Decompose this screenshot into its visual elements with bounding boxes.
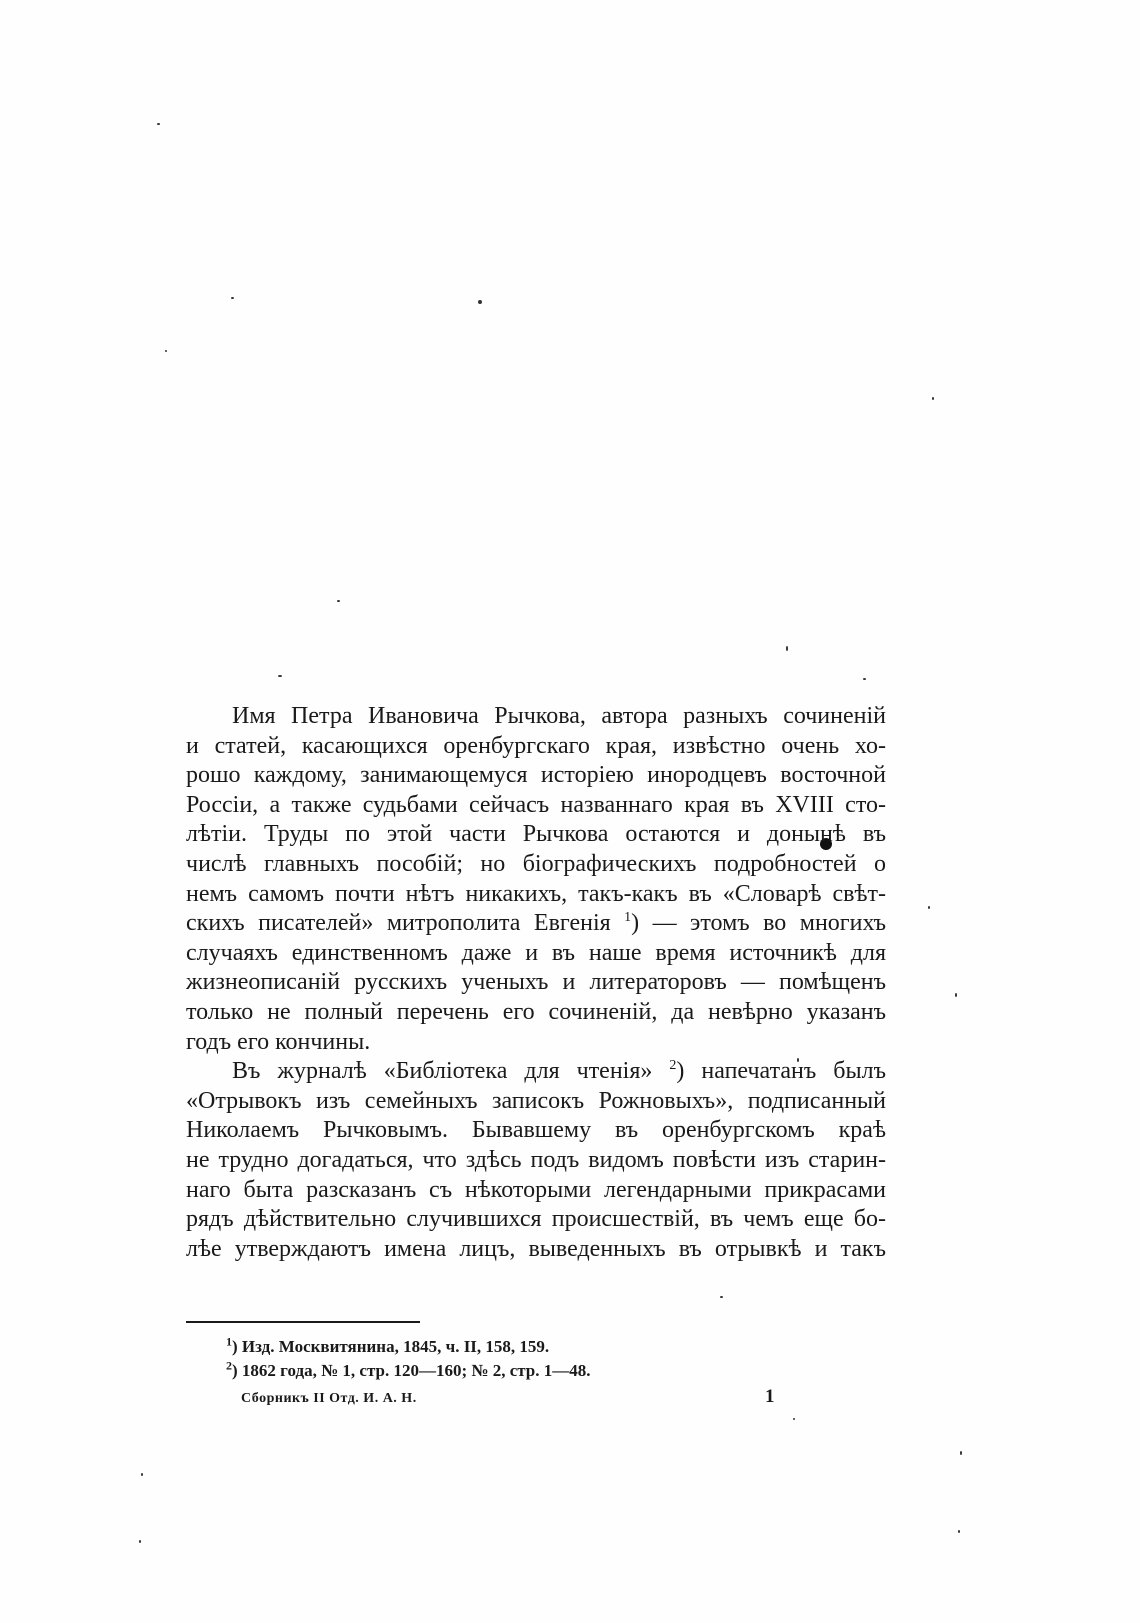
- footnote-ref-1[interactable]: 1: [624, 910, 632, 926]
- text-line: Россіи, а также судьбами сейчасъ названнаго края въ XVIII сто-: [186, 791, 886, 818]
- footnote-ref-2[interactable]: 2: [669, 1058, 677, 1074]
- text-line: жизнеописаній русскихъ ученыхъ и литераторовъ — помѣщенъ: [186, 969, 886, 996]
- footnote-mark: 2: [226, 1358, 232, 1373]
- body-text: [186, 702, 886, 1264]
- text-line: [186, 1057, 886, 1087]
- page-number: 1: [765, 1386, 775, 1407]
- text-line: числѣ главныхъ пособій; но біографическихъ подробностей о: [186, 850, 886, 877]
- footnote-rule: [186, 1321, 420, 1323]
- scan-speck: [165, 350, 167, 352]
- text-line: Имя Петра Ивановича Рычкова, автора разныхъ сочиненій: [232, 703, 886, 729]
- scan-speck: [955, 993, 957, 997]
- signature-mark: Сборникъ II Отд. И. А. Н.: [241, 1391, 417, 1406]
- text-line: «Отрывокъ изъ семейныхъ записокъ Рожновыхъ», подписанный: [186, 1087, 886, 1114]
- scan-speck: [231, 297, 234, 299]
- footnotes: [226, 1335, 591, 1383]
- text-line: только не полный перечень его сочиненій, да невѣрно указанъ: [186, 998, 886, 1025]
- text-line: годъ его кончины.: [186, 1028, 371, 1055]
- footnote-1: [226, 1335, 591, 1359]
- scan-speck: [478, 300, 482, 304]
- scan-speck: [793, 1418, 795, 1420]
- scan-speck: [932, 397, 934, 400]
- scan-speck: [337, 600, 340, 602]
- footnote-2: [226, 1359, 591, 1383]
- scan-speck: [958, 1530, 960, 1533]
- text-line: Николаемъ Рычковымъ. Бывавшему въ оренбургскомъ краѣ: [186, 1117, 886, 1144]
- text-line: рошо каждому, занимающемуся исторіею инородцевъ восточной: [186, 762, 886, 789]
- scan-speck: [278, 675, 282, 677]
- text-line: лѣтіи. Труды по этой части Рычкова остаются и донынѣ въ: [186, 821, 886, 848]
- footnote-text: ) 1862 года, № 1, стр. 120—160; № 2, стр. 1—48.: [232, 1361, 591, 1380]
- text-line: лѣе утверждаютъ имена лицъ, выведенныхъ въ отрывкѣ и такъ: [186, 1235, 886, 1262]
- text-line: и статей, касающихся оренбургскаго края, извѣстно очень хо-: [186, 732, 886, 759]
- text-line: случаяхъ единственномъ даже и въ наше время источникѣ для: [186, 939, 886, 966]
- text-line: немъ самомъ почти нѣтъ никакихъ, такъ-какъ въ «Словарѣ свѣт-: [186, 880, 886, 907]
- text-line: не трудно догадаться, что здѣсь подъ видомъ повѣсти изъ старин-: [186, 1146, 886, 1173]
- footnote-mark: 1: [226, 1334, 232, 1349]
- scan-speck: [786, 646, 788, 651]
- line-tail: ) напечатанъ былъ: [676, 1058, 887, 1085]
- line-tail: ) — этомъ во многихъ: [631, 910, 886, 937]
- text-line: рядъ дѣйствительно случившихся происшествій, въ чемъ еще бо-: [186, 1206, 886, 1233]
- scan-speck: [863, 678, 866, 680]
- scan-speck: [720, 1296, 723, 1298]
- scan-speck: [960, 1451, 962, 1455]
- text-line: [186, 909, 886, 939]
- scan-speck: [141, 1473, 143, 1476]
- footnote-text: ) Изд. Москвитянина, 1845, ч. II, 158, 159.: [232, 1337, 550, 1356]
- scan-speck: [928, 906, 930, 909]
- scan-speck: [139, 1540, 141, 1543]
- line-head: скихъ писателей» митрополита Евгенія: [186, 910, 611, 937]
- line-head: Въ журналѣ «Библіотека для чтенія»: [232, 1058, 653, 1085]
- scan-speck: [157, 123, 160, 125]
- text-line: наго быта разсказанъ съ нѣкоторыми легендарными прикрасами: [186, 1176, 886, 1203]
